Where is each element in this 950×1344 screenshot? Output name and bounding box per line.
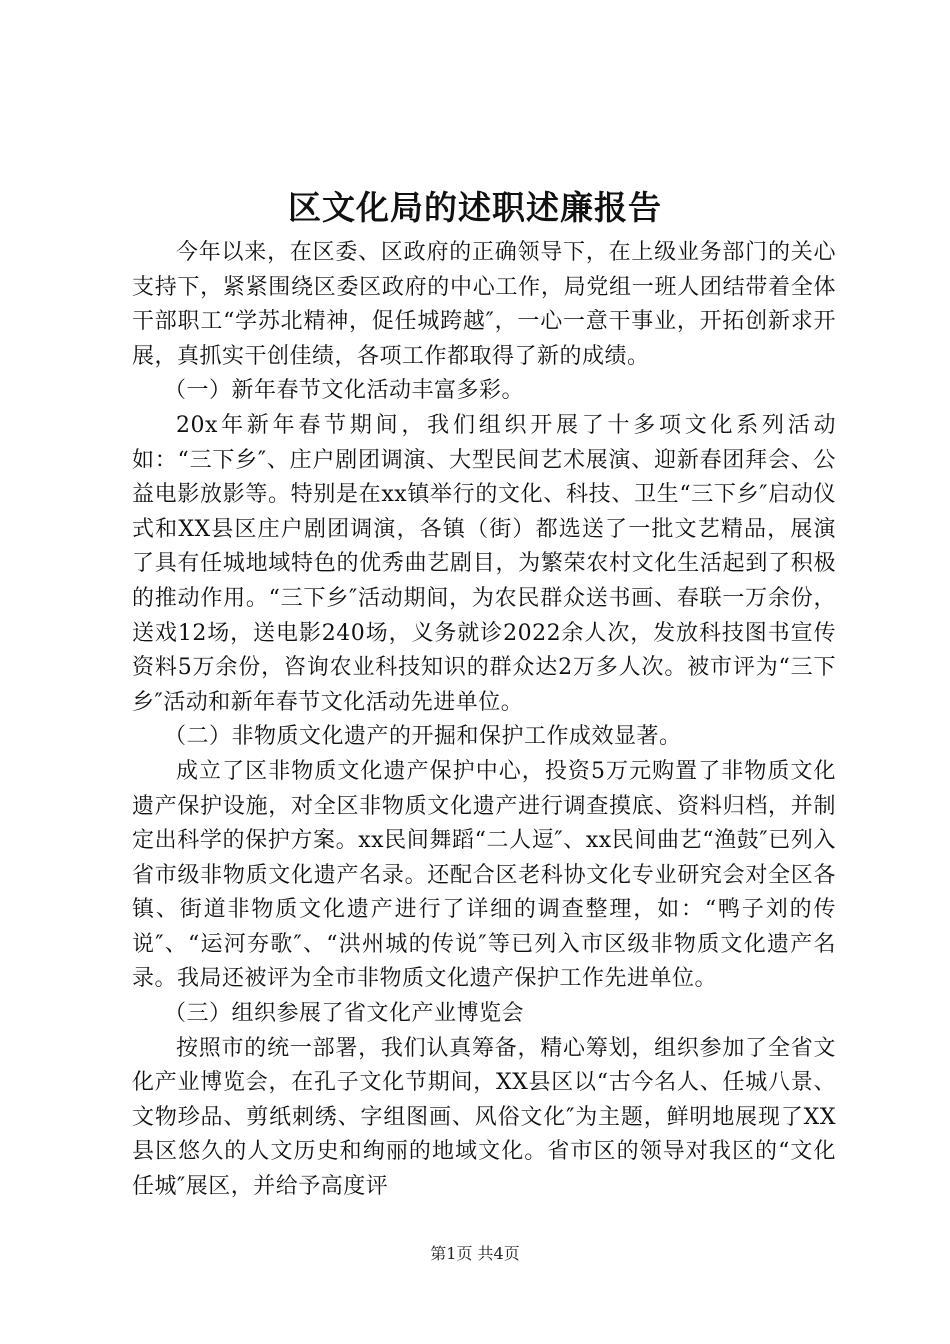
section-3-paragraph: 按照市的统一部署，我们认真筹备，精心筹划，组织参加了全省文化产业博览会，在孔子文化节期间，XX县区以“古今名人、任城八景、文物珍品、剪纸刺绣、字组图画、风俗文化″为主题，鲜明地展现了XX县区悠久的人文历史和绚丽的地域文化。省市区的领导对我区的“文化任城″展区，并给予高度评 [132, 1035, 836, 1200]
section-1-paragraph: 20x年新年春节期间，我们组织开展了十多项文化系列活动如：“三下乡″、庄户剧团调演、大型民间艺术展演、迎新春团拜会、公益电影放影等。特别是在xx镇举行的文化、科技、卫生“三下乡″启动仪式和XX县区庄户剧团调演，各镇（街）都选送了一批文艺精品，展演了具有任城地域特色的优秀曲艺剧目，为繁荣农村文化生活起到了积极的推动作用。“三下乡″活动期间，为农民群众送书画、春联一万余份，送戏12场，送电影240场，义务就诊2022余人次，发放科技图书宣传资料5万余份，咨询农业科技知识的群众达2万多人次。被市评为“三下乡″活动和新年春节文化活动先进单位。 [132, 412, 836, 715]
intro-paragraph: 今年以来，在区委、区政府的正确领导下，在上级业务部门的关心支持下，紧紧围绕区委区政府的中心工作，局党组一班人团结带着全体干部职工“学苏北精神，促任城跨越″，一心一意干事业，开拓创新求开展，真抓实干创佳绩，各项工作都取得了新的成绩。 [132, 240, 836, 369]
section-heading-1: （一）新年春节文化活动丰富多彩。 [164, 378, 525, 404]
section-heading-2: （二）非物质文化遗产的开掘和保护工作成效显著。 [164, 724, 682, 750]
section-2-paragraph: 成立了区非物质文化遗产保护中心，投资5万元购置了非物质文化遗产保护设施，对全区非物质文化遗产进行调查摸底、资料归档，并制定出科学的保护方案。xx民间舞蹈“二人逗″、xx民间曲艺“渔鼓″已列入省市级非物质文化遗产名录。还配合区老科协文化专业研究会对全区各镇、街道非物质文化遗产进行了详细的调查整理，如：“鸭子刘的传说″、“运河夯歌″、“洪州城的传说″等已列入市区级非物质文化遗产名录。我局还被评为全市非物质文化遗产保护工作先进单位。 [132, 758, 836, 992]
page-number-footer: 第1页 共4页 [430, 1244, 520, 1263]
section-heading-3: （三）组织参展了省文化产业博览会 [164, 1001, 525, 1027]
document-title: 区文化局的述职述廉报告 [288, 188, 662, 227]
document-body [132, 236, 836, 1205]
